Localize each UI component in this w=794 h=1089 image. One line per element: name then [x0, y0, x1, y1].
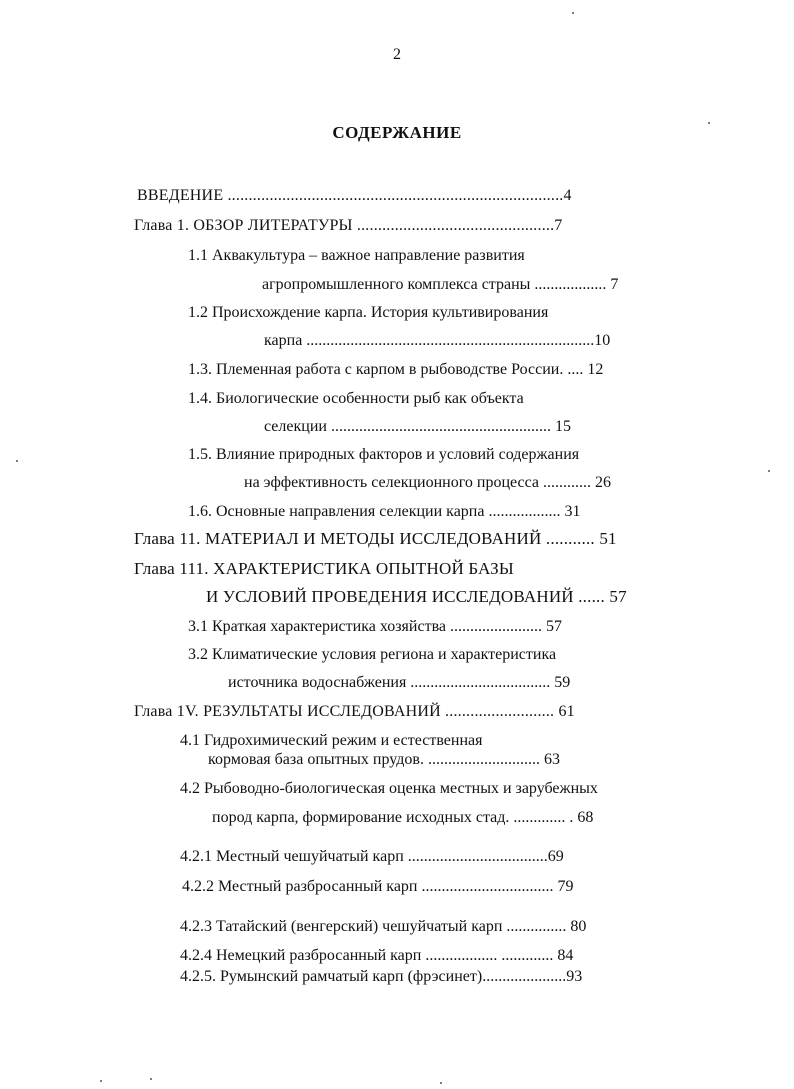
scan-speck [768, 470, 770, 472]
toc-line: 1.2 Происхождение карпа. История культивирования [188, 304, 549, 321]
toc-line: ВВЕДЕНИЕ ................................................................................4 [137, 187, 572, 204]
toc-line: 4.1 Гидрохимический режим и естественная [180, 732, 483, 749]
toc-line: 4.2.5. Румынский рамчатый карп (фрэсинет).....................93 [180, 968, 583, 985]
toc-line: 1.6. Основные направления селекции карпа .................. 31 [188, 503, 581, 520]
scan-speck [708, 122, 710, 124]
toc-line: 4.2.1 Местный чешуйчатый карп ...................................69 [180, 848, 564, 865]
toc-line: агропромышленного комплекса страны .................. 7 [262, 276, 619, 293]
toc-line: 1.1 Аквакультура – важное направление развития [188, 247, 525, 264]
toc-line: 1.5. Влияние природных факторов и условий содержания [188, 446, 580, 463]
toc-line: карпа ........................................................................10 [264, 332, 611, 349]
page-title: СОДЕРЖАНИЕ [332, 123, 462, 142]
toc-line: 3.2 Климатические условия региона и характеристика [188, 646, 557, 663]
toc-line: 1.3. Племенная работа с карпом в рыбоводстве России. .... 12 [188, 361, 604, 378]
toc-line: на эффективность селекционного процесса ............ 26 [244, 474, 611, 491]
scan-speck [16, 460, 18, 462]
toc-line: 3.1 Краткая характеристика хозяйства ....................... 57 [188, 618, 563, 635]
toc-line: Глава 111. ХАРАКТЕРИСТИКА ОПЫТНОЙ БАЗЫ [134, 559, 514, 578]
toc-line: кормовая база опытных прудов. ............................ 63 [208, 751, 560, 768]
scan-speck [150, 1078, 152, 1080]
toc-line: 1.4. Биологические особенности рыб как объекта [188, 390, 524, 407]
toc-line: пород карпа, формирование исходных стад. ............. . 68 [212, 809, 594, 826]
toc-line: селекции ....................................................... 15 [264, 418, 571, 435]
toc-line: источника водоснабжения ................................... 59 [228, 674, 571, 691]
toc-line: 4.2.2 Местный разбросанный карп ................................. 79 [182, 878, 574, 895]
toc-line: И УСЛОВИЙ ПРОВЕДЕНИЯ ИССЛЕДОВАНИЙ ...... 57 [206, 587, 627, 606]
scan-speck [440, 1082, 442, 1084]
toc-line: 4.2.4 Немецкий разбросанный карп .................. ............. 84 [180, 947, 574, 964]
toc-line: 4.2 Рыбоводно-биологическая оценка местных и зарубежных [180, 780, 598, 797]
toc-line: 4.2.3 Татайский (венгерский) чешуйчатый карп ............... 80 [180, 918, 587, 935]
page-number: 2 [393, 46, 401, 63]
toc-line: Глава 1. ОБЗОР ЛИТЕРАТУРЫ ...............................................7 [134, 217, 563, 234]
scan-speck [100, 1080, 102, 1082]
toc-line: Глава 11. МАТЕРИАЛ И МЕТОДЫ ИССЛЕДОВАНИЙ ........... 51 [134, 529, 617, 548]
scan-speck [572, 12, 574, 14]
toc-line: Глава 1V. РЕЗУЛЬТАТЫ ИССЛЕДОВАНИЙ .......................... 61 [134, 703, 575, 720]
